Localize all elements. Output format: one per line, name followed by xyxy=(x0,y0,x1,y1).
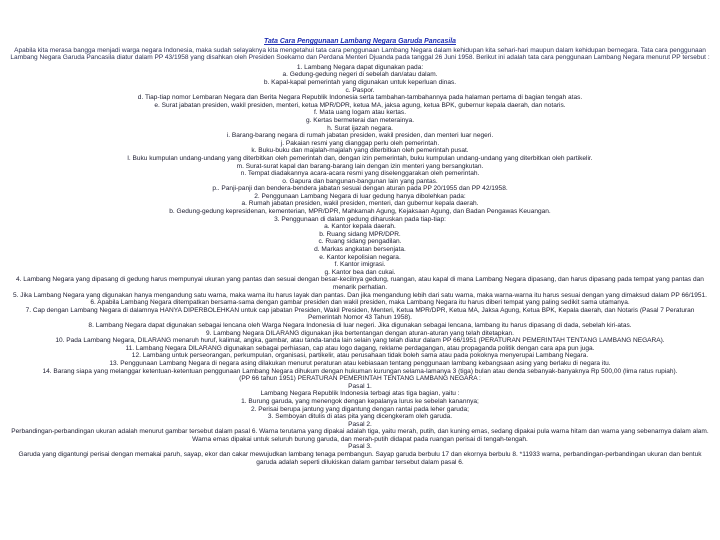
document-line: a. Gedung-gedung negeri di sebelah dan/atau dalam. xyxy=(282,71,438,79)
document-line: (PP 66 tahun 1951) PERATURAN PEMERINTAH TENTANG LAMBANG NEGARA : xyxy=(239,375,481,383)
document-line: Pasal 1. xyxy=(348,382,372,390)
document-line: 5. Jika Lambang Negara yang digunakan hanya mengandung satu warna, maka warna itu harus layak dan pantas. Dan jika mengandung lebih dari satu warna, maka warna-warna itu harus sesuai dengan yang dimaksud dalam PP 66/1951. xyxy=(13,291,707,299)
document-line: 10. Pada Lambang Negara, DILARANG menaruh huruf, kalimat, angka, gambar, atau tanda-tanda lain selain yang telah diatur dalam PP 66/1951 (PERATURAN PEMERINTAH TENTANG LAMBANG NEGARA). xyxy=(55,337,665,345)
document-line: 7. Cap dengan Lambang Negara di dalamnya HANYA DIPERBOLEHKAN untuk cap jabatan Presiden, Wakil Presiden, Menteri, Ketua MPR/DPR, Ketua MA, Jaksa Agung, Ketua BPK, Kepala daerah, dan Notaris (Pasal 7 Peraturan Pemerintah Nomor 43 Tahun 1958). xyxy=(25,306,695,322)
document-line: b. Kapal-kapal pemerintah yang digunakan untuk keperluan dinas. xyxy=(263,78,457,86)
document-title-link[interactable]: Tata Cara Penggunaan Lambang Negara Garuda Pancasila xyxy=(264,38,456,45)
document-line: Perbandingan-perbandingan ukuran adalah menurut gambar tersebut dalam pasal 6. Warna terutama yang dipakai adalah tiga, yaitu merah, putih, dan kuning emas, sedang dipakai pula warna hitam dan warna yang sebenarnya dalam alam. xyxy=(11,428,709,436)
document-line: 2. Penggunaan Lambang Negara di luar gedung hanya dibolehkan pada: xyxy=(254,192,466,200)
document-line: 6. Apabila Lambang Negara ditempatkan bersama-sama dengan gambar presiden dan wakil presiden, maka Lambang Negara itu harus diberi tempat yang paling sedikit sama utamanya. xyxy=(90,299,630,307)
document-line: i. Barang-barang negara di rumah jabatan presiden, wakil presiden, dan menteri luar negeri. xyxy=(226,132,494,140)
document-line: 13. Penggunaan Lambang Negara di negara asing dilakukan menurut peraturan atau kebiasaan tentang penggunaan lambang kebangsaan asing yang berlaku di negara itu. xyxy=(109,359,611,367)
document-line: Garuda yang digantungi perisai dengan memakai paruh, sayap, ekor dan cakar mewujudkan lambang tenaga pembangun. Sayap garuda berbulu 17 dan ekornya berbulu 8. *11933 warna, perbandingan-perbandingan ukuran dan bentuk garuda adalah seperti dilukiskan dalam gambar tersebut dalam pasal 6. xyxy=(18,451,702,466)
document-line: 11. Lambang Negara DILARANG digunakan sebagai perhiasan, cap atau logo dagang, reklame perdagangan, atau propaganda politik dengan cara apa pun juga. xyxy=(125,344,595,352)
document-line: 1. Burung garuda, yang menengok dengan kepalanya lurus ke sebelah kanannya; xyxy=(241,397,479,405)
document-line: 9. Lambang Negara DILARANG digunakan jika bertentangan dengan aturan-aturan yang telah ditetapkan. xyxy=(206,329,514,337)
document-line: Lambang Negara Republik Indonesia terbagi atas tiga bagian, yaitu : xyxy=(260,390,460,398)
document-line: e. Surat jabatan presiden, wakil presiden, menteri, ketua MPR/DPR, ketua MA, jaksa agung, ketua BPK, gubernur kepala daerah, dan notaris. xyxy=(154,101,566,109)
document-line: f. Kantor imigrasi. xyxy=(334,261,386,269)
document-line: Pasal 2. xyxy=(348,420,372,428)
document-line: Pasal 3. xyxy=(348,443,372,451)
document-line: a. Rumah jabatan presiden, wakil presiden, menteri, dan gubernur kepala daerah. xyxy=(241,200,479,208)
document-line: 1. Lambang Negara dapat digunakan pada: xyxy=(296,63,424,71)
document-line: g. Kantor bea dan cukai. xyxy=(324,268,396,276)
document-line: e. Kantor kepolisian negara. xyxy=(319,253,401,261)
document-line: 3. Semboyan ditulis di atas pita yang dicengkeram oleh garuda. xyxy=(267,413,453,421)
document-line: h. Surat ijazah negara. xyxy=(327,124,393,132)
document-line: b. Ruang sidang MPR/DPR. xyxy=(319,230,401,238)
document-line: l. Buku kumpulan undang-undang yang diterbitkan oleh pemerintah dan, dengan izin pemerintah, buku kumpulan undang-undang yang diterbitkan oleh partikelir. xyxy=(127,154,593,162)
document-line: 8. Lambang Negara dapat digunakan sebagai lencana oleh Warga Negara Indonesia di luar negeri. Jika digunakan sebagai lencana, lambang itu harus dipasang di dada, sebelah kiri-atas. xyxy=(88,321,632,329)
document-line: d. Markas angkatan bersenjata. xyxy=(314,246,406,254)
document-line: 2. Perisai berupa jantung yang digantung dengan rantai pada leher garuda; xyxy=(250,405,470,413)
document-line: c. Ruang sidang pengadilan. xyxy=(318,238,402,246)
intro-paragraph: Apabila kita merasa bangga menjadi warga negara Indonesia, maka sudah selayaknya kita mengetahui tata cara penggunaan Lambang Negara dalam kehidupan kita sehari-hari maupun dalam kehidupan bernegara. Tata cara penggunaan Lambang Negara Garuda Pancasila diatur dalam PP 43/1958 yang disahkan oleh Presiden Soekarno dan Perdana Menteri Djuanda pada tanggal 26 Juni 1958. Berikut ini adalah tata cara penggunaan Lambang Negara menurut PP tersebut : xyxy=(10,46,710,62)
document-line: d. Tiap-tiap nomor Lembaran Negara dan Berita Negara Republik Indonesia serta tambahan-tambahannya pada halaman pertama di bagian tengah atas. xyxy=(137,94,583,102)
document-line: k. Buku-buku dan majalah-majalah yang diterbitkan oleh pemerintah pusat. xyxy=(251,147,469,155)
document-line: 4. Lambang Negara yang dipasang di gedung harus mempunyai ukuran yang pantas dan sesuai dengan besar-kecilnya gedung, ruangan, atau kapal di mana Lambang Negara dipasang, dan harus dipasang pada tempat yang pantas dan menarik perhatian. xyxy=(16,276,704,291)
document-line: b. Gedung-gedung kepresidenan, kementerian, MPR/DPR, Mahkamah Agung, Kejaksaan Agung, dan Badan Pengawas Keuangan. xyxy=(169,208,551,216)
document-line: o. Gapura dan bangunan-bangunan lain yang pantas. xyxy=(282,177,438,185)
document-line: a. Kantor kepala daerah. xyxy=(324,223,396,231)
document-line: 12. Lambang untuk perseorangan, perkumpulan, organisasi, partikelir, atau perusahaan tidak boleh sama atau pada pokoknya menyerupai Lambang Negara. xyxy=(131,352,589,360)
document-line: 14. Barang siapa yang melanggar ketentuan-ketentuan penggunaan Lambang Negara dihukum dengan hukuman kurungan selama-lamanya 3 (tiga) bulan atau denda sebanyak-banyaknya Rp 500,00 (lima ratus rupiah). xyxy=(42,367,678,375)
document-line: n. Tempat diadakannya acara-acara resmi yang diselenggarakan oleh pemerintah. xyxy=(240,170,480,178)
document-line: m. Surat-surat kapal dan barang-barang lain dengan izin menteri yang bersangkutan. xyxy=(236,162,484,170)
document-line: f. Mata uang logam atau kertas. xyxy=(313,109,407,117)
document-line: Warna emas dipakai untuk seluruh burung garuda, dan merah-putih didapat pada ruangan perisai di tengah-tengah. xyxy=(192,435,528,443)
document-line: c. Paspor. xyxy=(345,86,375,94)
document-line: 3. Penggunaan di dalam gedung diharuskan pada tiap-tiap: xyxy=(274,215,446,223)
document-line: p.. Panji-panji dan bendera-bendera jabatan sesuai dengan aturan pada PP 20/1955 dan PP 42/1958. xyxy=(212,185,508,193)
document-line: g. Kertas bermeterai dan meterainya. xyxy=(305,116,415,124)
document-line: j. Pakaian resmi yang dianggap perlu oleh pemerintah. xyxy=(280,139,440,147)
document-body xyxy=(10,64,710,466)
